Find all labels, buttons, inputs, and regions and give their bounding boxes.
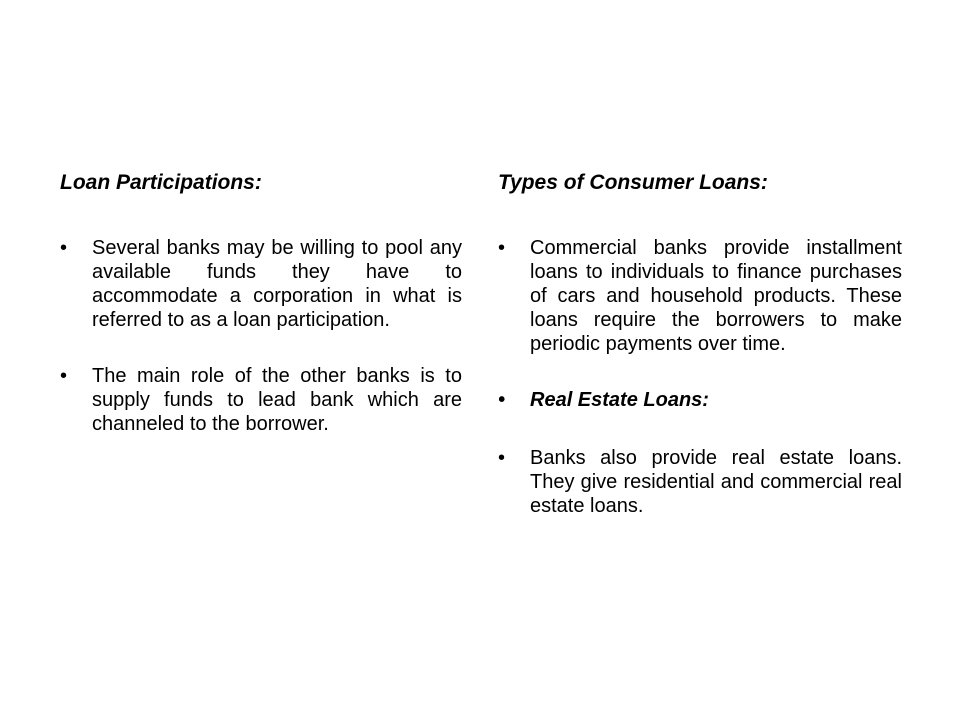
- left-column-heading: Loan Participations:: [60, 171, 262, 194]
- right-column-heading: Types of Consumer Loans:: [498, 171, 768, 194]
- right-bullet-subheading: [498, 388, 902, 412]
- bullet-icon: •: [498, 447, 506, 469]
- bullet-text: Banks also provide real estate loans. They give residential and commercial real estate loans.: [530, 447, 902, 517]
- left-column: [60, 170, 462, 468]
- left-bullet-list: [60, 236, 462, 436]
- bullet-text: Several banks may be willing to pool any available funds they have to accommodate a corporation in what is referred to as a loan participation.: [92, 237, 462, 331]
- right-column: [498, 170, 902, 550]
- right-bullet-list: [498, 236, 902, 518]
- bullet-icon: •: [60, 365, 68, 387]
- left-bullet-item: [60, 364, 462, 436]
- right-bullet-item: [498, 446, 902, 518]
- bullet-icon: •: [60, 237, 68, 259]
- bullet-icon: •: [498, 237, 506, 259]
- left-bullet-item: [60, 236, 462, 332]
- right-bullet-item: [498, 236, 902, 356]
- bullet-text: Commercial banks provide installment loans to individuals to finance purchases of cars and household products. These loans require the borrowers to make periodic payments over time.: [530, 237, 902, 355]
- bullet-text: The main role of the other banks is to supply funds to lead bank which are channeled to the borrower.: [92, 365, 462, 435]
- bullet-text: Real Estate Loans:: [530, 389, 709, 411]
- bullet-icon: •: [498, 389, 506, 411]
